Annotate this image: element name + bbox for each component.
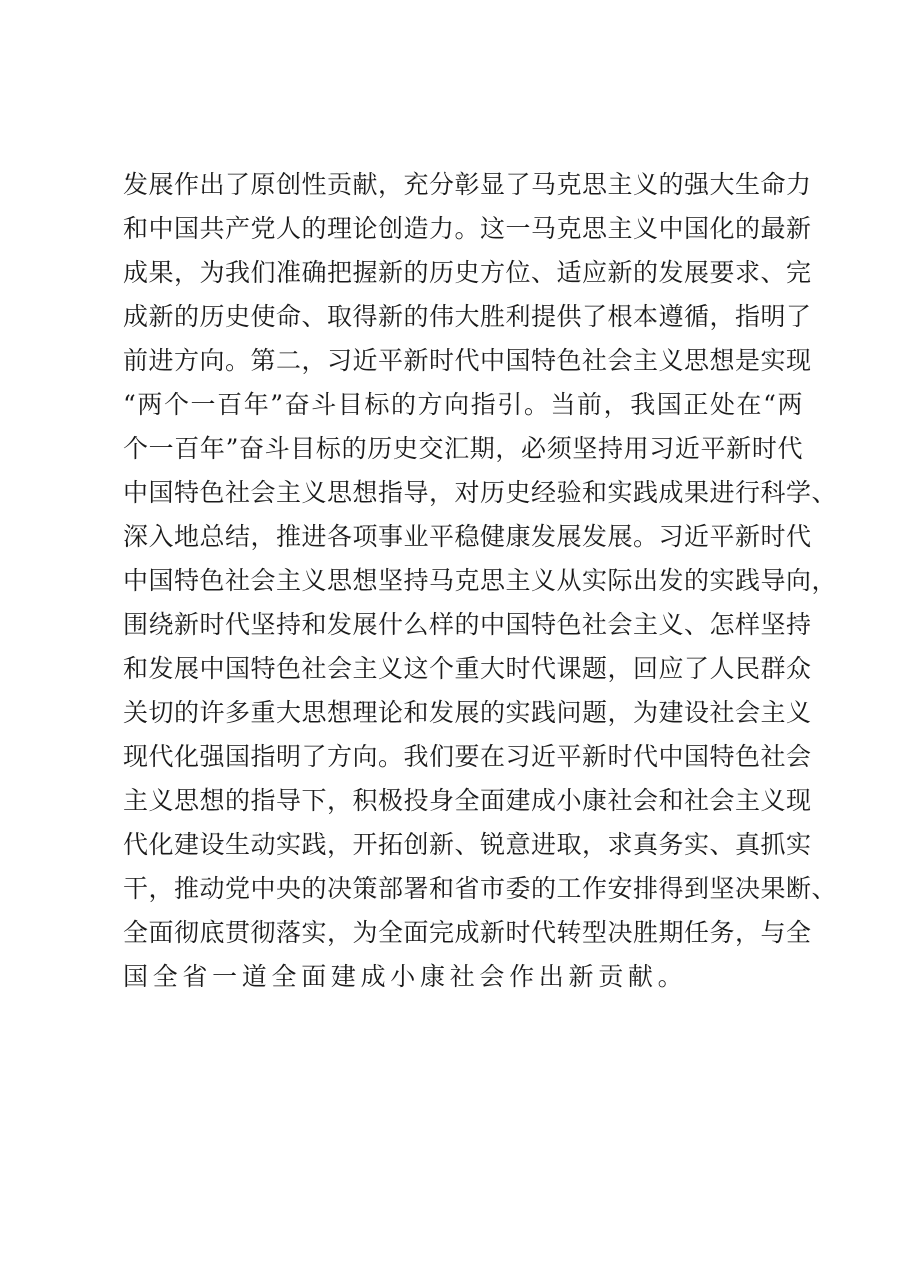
text-line: 中国特色社会主义思想坚持马克思主义从实际出发的实践导向， [123, 566, 838, 595]
text-line: 成果，为我们准确把握新的历史方位、适应新的发展要求、完 [123, 258, 812, 287]
text-line: 发展作出了原创性贡献，充分彰显了马克思主义的强大生命力 [123, 170, 812, 199]
text-line: 成新的历史使命、取得新的伟大胜利提供了根本遵循，指明了 [123, 302, 812, 331]
text-line: 全面彻底贯彻落实，为全面完成新时代转型决胜期任务，与全 [123, 918, 812, 947]
text-line: 现代化强国指明了方向。我们要在习近平新时代中国特色社会 [123, 742, 812, 771]
text-line: 和发展中国特色社会主义这个重大时代课题，回应了人民群众 [123, 654, 812, 683]
text-line: 主义思想的指导下，积极投身全面建成小康社会和社会主义现 [123, 786, 812, 815]
text-line: “两个一百年”奋斗目标的方向指引。当前，我国正处在“两 [123, 390, 803, 419]
text-line: 中国特色社会主义思想指导，对历史经验和实践成果进行科学、 [123, 478, 838, 507]
text-line: 和中国共产党人的理论创造力。这一马克思主义中国化的最新 [123, 214, 812, 243]
body-paragraph [123, 163, 838, 999]
text-line: 国全省一道全面建成小康社会作出新贡献。 [123, 962, 688, 991]
text-line: 关切的许多重大思想理论和发展的实践问题，为建设社会主义 [123, 698, 812, 727]
text-line: 代化建设生动实践，开拓创新、锐意进取，求真务实、真抓实 [123, 830, 812, 859]
text-line: 深入地总结，推进各项事业平稳健康发展发展。习近平新时代 [123, 522, 812, 551]
text-line: 前进方向。第二，习近平新时代中国特色社会主义思想是实现 [123, 346, 812, 375]
text-line: 围绕新时代坚持和发展什么样的中国特色社会主义、怎样坚持 [123, 610, 812, 639]
text-line: 个一百年”奋斗目标的历史交汇期，必须坚持用习近平新时代 [123, 434, 803, 463]
text-line: 干，推动党中央的决策部署和省市委的工作安排得到坚决果断、 [123, 874, 838, 903]
